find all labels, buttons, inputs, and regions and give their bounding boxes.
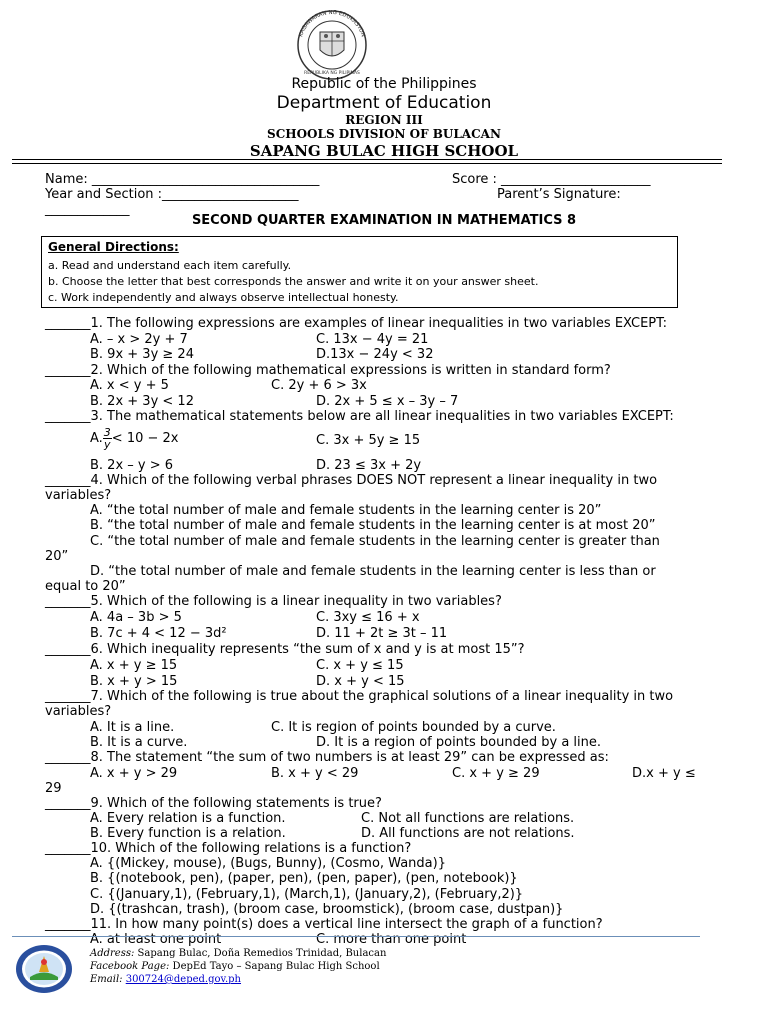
direction-b: b. Choose the letter that best corresponds the answer and write it on your answer sheet. xyxy=(48,275,539,288)
question-4-option-c: C. “the total number of male and female students in the learning center is greater than xyxy=(90,534,660,549)
question-4-option-b: B. “the total number of male and female students in the learning center is at most 20” xyxy=(90,518,656,533)
parent-signature-line[interactable]: _____________ xyxy=(45,202,130,217)
question-4-option-d-continued: equal to 20” xyxy=(45,579,126,594)
question-3-option-c: C. 3x + 5y ≥ 15 xyxy=(316,433,421,448)
name-field[interactable]: Name: ___________________________________ xyxy=(45,172,320,187)
question-7-option-a: A. It is a line. xyxy=(90,720,175,735)
footer-address-value: Sapang Bulac, Doña Remedios Trinidad, Bulacan xyxy=(137,948,387,959)
question-10-option-b: B. {(notebook, pen), (paper, pen), (pen, paper), (pen, notebook)} xyxy=(90,871,518,886)
question-6-option-c: C. x + y ≤ 15 xyxy=(316,658,404,673)
question-10-stem: _______10. Which of the following relations is a function? xyxy=(45,841,412,856)
header-school: SAPANG BULAC HIGH SCHOOL xyxy=(249,142,519,160)
footer-email-label: Email: xyxy=(90,974,123,985)
question-5-option-d: D. 11 + 2t ≥ 3t – 11 xyxy=(316,626,448,641)
footer-facebook-value: DepEd Tayo – Sapang Bulac High School xyxy=(172,961,380,972)
question-7-option-b: B. It is a curve. xyxy=(90,735,188,750)
question-2-option-a: A. x < y + 5 xyxy=(90,378,169,393)
question-1-option-a: A. – x > 2y + 7 xyxy=(90,332,188,347)
question-5-stem: _______5. Which of the following is a linear inequality in two variables? xyxy=(45,594,502,609)
footer-address-label: Address: xyxy=(90,948,135,959)
question-8-option-b: B. x + y < 29 xyxy=(271,766,359,781)
question-10-option-c: C. {(January,1), (February,1), (March,1), (January,2), (February,2)} xyxy=(90,887,524,902)
exam-title: SECOND QUARTER EXAMINATION IN MATHEMATICS 8 xyxy=(191,213,577,228)
question-3-stem: _______3. The mathematical statements below are all linear inequalities in two variables EXCEPT: xyxy=(45,409,674,424)
question-4-stem: _______4. Which of the following verbal phrases DOES NOT represent a linear inequality in two xyxy=(45,473,658,488)
question-1-option-d: D.13x − 24y < 32 xyxy=(316,347,434,362)
question-11-option-a: A. at least one point xyxy=(90,932,222,947)
fraction xyxy=(103,427,112,450)
question-5-option-a: A. 4a – 3b > 5 xyxy=(90,610,182,625)
question-8-option-a: A. x + y > 29 xyxy=(90,766,178,781)
deped-seal-logo xyxy=(291,10,373,80)
footer-email xyxy=(90,974,241,985)
question-10-option-a: A. {(Mickey, mouse), (Bugs, Bunny), (Cosmo, Wanda)} xyxy=(90,856,446,871)
question-4-option-a: A. “the total number of male and female students in the learning center is 20” xyxy=(90,503,602,518)
question-6-option-b: B. x + y > 15 xyxy=(90,674,178,689)
header-division: SCHOOLS DIVISION OF BULACAN xyxy=(267,127,501,141)
question-11-option-c: C. more than one point xyxy=(316,932,467,947)
question-1-option-b: B. 9x + 3y ≥ 24 xyxy=(90,347,194,362)
question-1-stem: _______1. The following expressions are examples of linear inequalities in two variables EXCEPT: xyxy=(45,316,668,331)
question-5-option-b: B. 7c + 4 < 12 − 3d² xyxy=(90,626,227,641)
question-7-stem: _______7. Which of the following is true about the graphical solutions of a linear inequality in two xyxy=(45,689,674,704)
parent-signature-label: Parent’s Signature: xyxy=(497,187,621,202)
header-department: Department of Education xyxy=(276,93,492,113)
direction-c: c. Work independently and always observe intellectual honesty. xyxy=(48,291,399,304)
header-republic: Republic of the Philippines xyxy=(291,76,477,92)
footer-facebook-label: Facebook Page: xyxy=(90,961,170,972)
question-3-option-a xyxy=(90,427,179,450)
question-9-option-d: D. All functions are not relations. xyxy=(361,826,575,841)
year-section-field[interactable]: Year and Section :_____________________ xyxy=(45,187,299,202)
fraction-denominator: y xyxy=(104,438,111,451)
question-6-option-d: D. x + y < 15 xyxy=(316,674,405,689)
question-9-option-b: B. Every function is a relation. xyxy=(90,826,286,841)
question-3-option-b: B. 2x – y > 6 xyxy=(90,458,174,473)
directions-heading: General Directions: xyxy=(48,240,179,254)
question-1-option-c: C. 13x − 4y = 21 xyxy=(316,332,429,347)
header-divider-thin xyxy=(12,163,722,164)
question-4-option-d: D. “the total number of male and female students in the learning center is less than or xyxy=(90,564,656,579)
question-4-option-c-continued: 20” xyxy=(45,549,69,564)
question-2-option-d: D. 2x + 5 ≤ x – 3y – 7 xyxy=(316,394,459,409)
footer-email-link[interactable]: 300724@deped.gov.ph xyxy=(125,974,242,985)
question-3-option-a-rest: < 10 − 2x xyxy=(111,431,179,446)
fraction-numerator: 3 xyxy=(103,426,111,439)
seal-outer-text: KAGAWARAN NG EDUKASYON xyxy=(298,10,366,38)
question-4-stem-continued: variables? xyxy=(45,488,112,503)
question-11-stem: _______11. In how many point(s) does a vertical line intersect the graph of a function? xyxy=(45,917,603,932)
question-7-option-d: D. It is a region of points bounded by a line. xyxy=(316,735,602,750)
question-9-option-c: C. Not all functions are relations. xyxy=(361,811,575,826)
question-6-option-a: A. x + y ≥ 15 xyxy=(90,658,178,673)
footer-address xyxy=(90,948,386,959)
question-2-option-c: C. 2y + 6 > 3x xyxy=(271,378,367,393)
question-8-stem: _______8. The statement “the sum of two numbers is at least 29” can be expressed as: xyxy=(45,750,609,765)
footer-facebook xyxy=(90,961,380,972)
question-9-option-a: A. Every relation is a function. xyxy=(90,811,286,826)
question-7-option-c: C. It is region of points bounded by a curve. xyxy=(271,720,556,735)
general-directions-box xyxy=(41,236,678,308)
question-9-stem: _______9. Which of the following statements is true? xyxy=(45,796,382,811)
seal-inner-text: REPUBLIKA NG PILIPINAS xyxy=(304,71,360,76)
footer-divider xyxy=(12,936,700,937)
question-3-option-d: D. 23 ≤ 3x + 2y xyxy=(316,458,422,473)
question-2-stem: _______2. Which of the following mathematical expressions is written in standard form? xyxy=(45,363,611,378)
question-8-option-d-continued: 29 xyxy=(45,781,62,796)
question-8-option-d: D.x + y ≤ xyxy=(632,766,696,781)
score-field[interactable]: Score : _______________________ xyxy=(452,172,651,187)
question-10-option-d: D. {(trashcan, trash), (broom case, broomstick), (broom case, dustpan)} xyxy=(90,902,564,917)
question-6-stem: _______6. Which inequality represents “the sum of x and y is at most 15”? xyxy=(45,642,525,657)
question-5-option-c: C. 3xy ≤ 16 + x xyxy=(316,610,420,625)
school-logo xyxy=(15,944,73,994)
question-7-stem-continued: variables? xyxy=(45,704,112,719)
direction-a: a. Read and understand each item carefully. xyxy=(48,259,292,272)
question-3-option-a-prefix: A. xyxy=(90,431,103,446)
question-8-option-c: C. x + y ≥ 29 xyxy=(452,766,540,781)
header-region: REGION III xyxy=(345,113,423,127)
question-2-option-b: B. 2x + 3y < 12 xyxy=(90,394,194,409)
header-divider xyxy=(12,159,722,160)
